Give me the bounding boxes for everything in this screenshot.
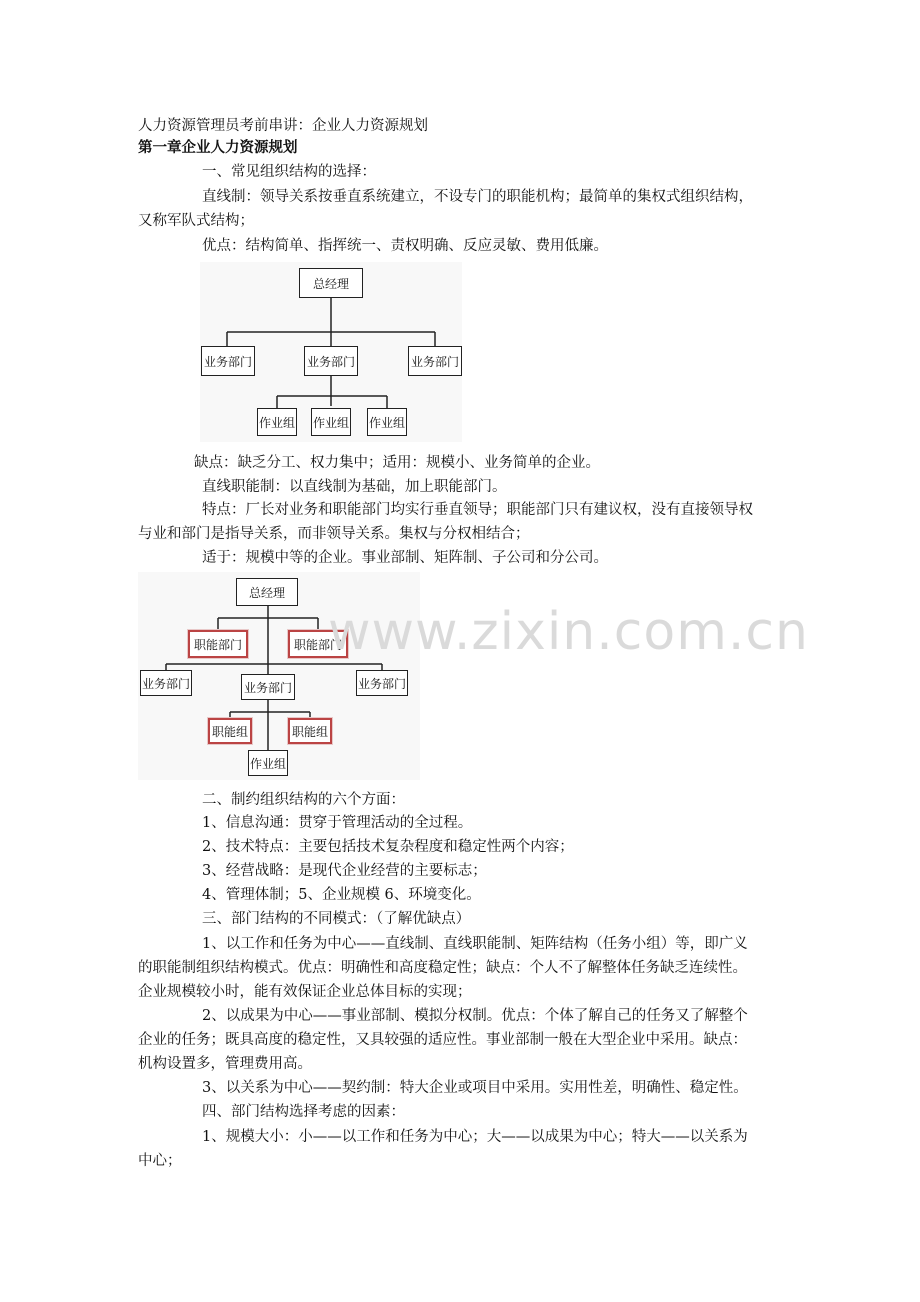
section-heading: 三、部门结构的不同模式：（了解优缺点） bbox=[202, 911, 471, 927]
paragraph-line: 2、以成果为中心——事业部制、模拟分权制。优点：个体了解自己的任务又了解整个 bbox=[202, 1008, 748, 1024]
group-box: 作业组 bbox=[248, 750, 288, 776]
watermark: www.zixin.com.cn bbox=[328, 602, 809, 662]
group-box: 作业组 bbox=[311, 408, 351, 436]
line-structure-diagram bbox=[200, 262, 462, 442]
dept-box: 业务部门 bbox=[304, 346, 358, 376]
paragraph-line: 3、以关系为中心——契约制：特大企业或项目中采用。实用性差，明确性、稳定性。 bbox=[202, 1080, 748, 1096]
list-item: 1、信息沟通：贯穿于管理活动的全过程。 bbox=[202, 815, 473, 831]
paragraph-line: 直线职能制：以直线制为基础，加上职能部门。 bbox=[202, 479, 507, 495]
section-heading: 二、制约组织结构的六个方面： bbox=[202, 792, 405, 808]
ceo-box: 总经理 bbox=[236, 578, 298, 606]
function-dept-box: 职能部门 bbox=[288, 630, 348, 658]
paragraph-line: 与业和部门是指导关系，而非领导关系。集权与分权相结合； bbox=[138, 526, 530, 542]
group-box: 作业组 bbox=[257, 408, 297, 436]
paragraph-line: 适于：规模中等的企业。事业部制、矩阵制、子公司和分公司。 bbox=[202, 550, 608, 566]
doc-title: 人力资源管理员考前串讲：企业人力资源规划 bbox=[138, 118, 428, 134]
section-heading: 四、部门结构选择考虑的因素： bbox=[202, 1104, 405, 1120]
ceo-box: 总经理 bbox=[299, 268, 363, 298]
dept-box: 业务部门 bbox=[408, 346, 462, 376]
function-dept-box: 职能部门 bbox=[188, 630, 248, 658]
list-item: 2、技术特点：主要包括技术复杂程度和稳定性两个内容； bbox=[202, 839, 574, 855]
paragraph-line: 直线制：领导关系按垂直系统建立，不设专门的职能机构；最简单的集权式组织结构， bbox=[202, 189, 753, 205]
paragraph-line: 缺点：缺乏分工、权力集中；适用：规模小、业务简单的企业。 bbox=[194, 455, 600, 471]
paragraph-line: 企业规模较小时，能有效保证企业总体目标的实现； bbox=[138, 984, 472, 1000]
paragraph-line: 企业的任务；既具高度的稳定性，又具较强的适应性。事业部制一般在大型企业中采用。缺点： bbox=[138, 1032, 747, 1048]
paragraph-line: 又称军队式结构； bbox=[138, 213, 254, 229]
section-heading: 一、常见组织结构的选择： bbox=[202, 164, 376, 180]
dept-box: 业务部门 bbox=[201, 346, 255, 376]
paragraph-line: 机构设置多，管理费用高。 bbox=[138, 1056, 312, 1072]
list-item: 3、经营战略：是现代企业经营的主要标志； bbox=[202, 863, 487, 879]
paragraph-line: 1、以工作和任务为中心——直线制、直线职能制、矩阵结构（任务小组）等，即广义 bbox=[202, 936, 748, 952]
paragraph-line: 中心； bbox=[138, 1153, 182, 1169]
list-item: 4、管理体制；5、企业规模 6、环境变化。 bbox=[202, 887, 481, 903]
chapter-title: 第一章企业人力资源规划 bbox=[138, 140, 298, 156]
group-box: 作业组 bbox=[367, 408, 407, 436]
paragraph-line: 优点：结构简单、指挥统一、责权明确、反应灵敏、费用低廉。 bbox=[202, 238, 608, 254]
dept-box: 业务部门 bbox=[356, 670, 408, 696]
dept-box: 业务部门 bbox=[140, 670, 192, 696]
paragraph-line: 1、规模大小：小——以工作和任务为中心；大——以成果为中心；特大——以关系为 bbox=[202, 1129, 748, 1145]
paragraph-line: 特点：厂长对业务和职能部门均实行垂直领导；职能部门只有建议权，没有直接领导权 bbox=[202, 502, 753, 518]
dept-box: 业务部门 bbox=[241, 674, 295, 700]
paragraph-line: 的职能制组织结构模式。优点：明确性和高度稳定性；缺点：个人不了解整体任务缺乏连续性。 bbox=[138, 960, 747, 976]
function-group-box: 职能组 bbox=[288, 718, 332, 744]
function-group-box: 职能组 bbox=[208, 718, 252, 744]
